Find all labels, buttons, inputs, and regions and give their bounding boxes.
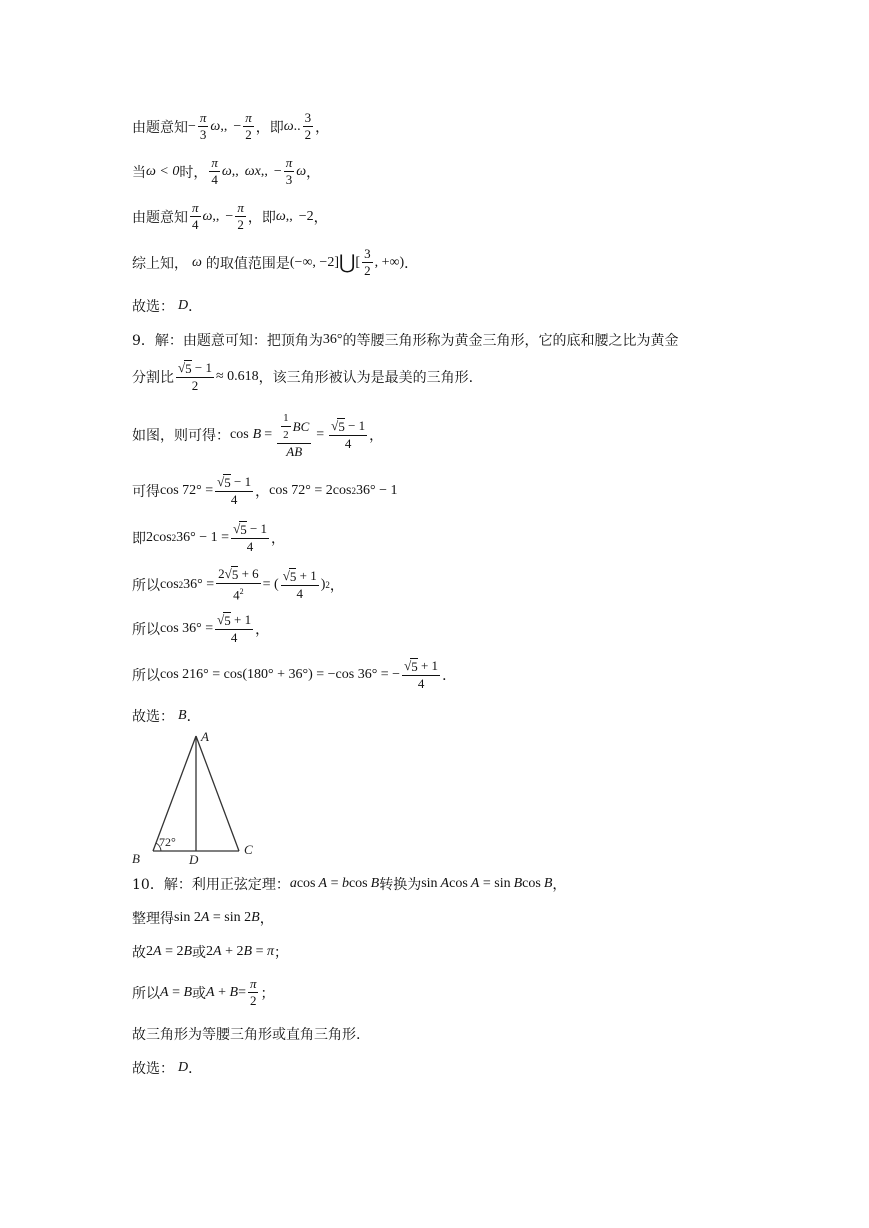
text: 所以	[132, 985, 160, 1002]
math: A	[206, 984, 215, 1000]
text: ，	[306, 164, 321, 181]
denominator: 2	[237, 217, 244, 232]
math: ω	[296, 163, 307, 179]
math: 36°	[322, 332, 343, 347]
numerator: π	[192, 200, 199, 215]
math: 36° − 1 =	[176, 530, 230, 545]
numerator: π	[285, 155, 293, 170]
text: ，	[552, 877, 567, 893]
math: π	[266, 944, 274, 959]
math: B	[543, 876, 553, 891]
fraction	[190, 200, 201, 233]
math: +	[214, 984, 230, 1000]
fraction	[362, 246, 373, 279]
fraction: 2 √ 5 + 6 $4^2$	[218, 566, 259, 603]
math: A	[470, 876, 480, 891]
radicand: 5	[240, 522, 247, 537]
math: a	[289, 876, 297, 891]
text: 故选：	[132, 299, 174, 315]
denominator: 2	[283, 429, 289, 441]
numerator-rest: + 1	[230, 612, 252, 627]
fraction: √ 5 − 1 4	[217, 474, 252, 507]
math: B	[252, 427, 262, 442]
math: cos 72° =	[160, 483, 214, 498]
fraction	[248, 976, 259, 1009]
answer-letter: B	[178, 708, 187, 723]
math: =	[479, 876, 495, 891]
radicand: 5	[185, 361, 192, 376]
answer-line-8	[132, 296, 202, 316]
math: 36° =	[183, 576, 215, 592]
text: ，	[255, 484, 270, 500]
text: 时，	[179, 164, 208, 181]
solution-line-1	[132, 110, 329, 143]
denominator: 2	[304, 127, 312, 142]
numerator: 3	[364, 246, 371, 261]
math: ,,	[231, 163, 239, 179]
text: 所以	[132, 668, 160, 684]
text: ，	[259, 911, 274, 927]
numerator: π	[237, 200, 244, 215]
text: ．	[186, 709, 201, 725]
math: B	[183, 984, 193, 1000]
math: , +∞)	[374, 254, 405, 270]
math: A	[318, 876, 328, 891]
math: cos	[522, 876, 541, 891]
label-c: C	[244, 842, 253, 857]
math: ≈ 0.618	[215, 369, 259, 384]
union-symbol: ⋃	[339, 252, 356, 274]
solution-line-sin2a	[132, 908, 274, 928]
text: ；	[273, 945, 288, 961]
denominator: 3	[199, 127, 207, 142]
fraction	[303, 110, 314, 143]
math: cos	[230, 427, 249, 442]
math: cos	[449, 876, 468, 891]
math: sin	[421, 876, 438, 891]
fraction: √ 5 − 1 2	[178, 360, 212, 393]
fraction	[235, 200, 246, 233]
text: ，	[329, 577, 344, 594]
math: ωx	[244, 163, 261, 179]
text: 所以	[132, 577, 160, 594]
superscript: 2	[325, 579, 330, 590]
text: 由题意知	[132, 209, 188, 226]
solution-line-2	[132, 155, 320, 188]
denominator: 4	[233, 587, 240, 603]
math: 2	[206, 944, 214, 959]
math: =	[327, 876, 342, 891]
solution-line-conclusion-math	[132, 976, 274, 1009]
solution-line-golden-ratio	[132, 360, 473, 394]
math: = sin 2	[209, 910, 252, 925]
math: + 2	[221, 944, 244, 959]
math: A	[200, 910, 210, 925]
solution-line-cosB	[132, 410, 383, 460]
math: cos	[348, 876, 368, 891]
radicand: 5	[224, 613, 231, 628]
text: 分割比	[132, 370, 174, 386]
numerator-rest: + 1	[417, 658, 439, 673]
text: ，该三角形被认为是最美的三角形.	[258, 370, 474, 386]
answer-letter: D	[178, 1060, 189, 1075]
math: ω	[202, 208, 213, 224]
math: sin 2	[174, 910, 201, 925]
math: B	[251, 910, 260, 925]
fraction: √ 5 + 1 4	[217, 612, 252, 645]
text: 故选：	[132, 1061, 174, 1077]
math: A	[213, 944, 222, 959]
superscript: 2	[178, 579, 184, 590]
denominator: 4	[246, 539, 254, 554]
numerator-rest: − 1	[344, 418, 366, 433]
radicand: 5	[411, 659, 418, 674]
text: ，即	[255, 119, 284, 136]
math: cos 72° = 2cos	[269, 483, 352, 498]
text: 所以	[132, 622, 160, 638]
math: (−∞, −2]	[289, 254, 339, 270]
coefficient: 2	[218, 566, 225, 581]
denominator: 4	[211, 172, 218, 187]
answer-line-9	[132, 706, 201, 726]
math: −	[233, 118, 242, 134]
denominator: 2	[245, 127, 252, 142]
math: A	[160, 984, 169, 1000]
math: ω	[210, 118, 221, 134]
answer-letter: D	[178, 298, 189, 313]
denominator: AB	[286, 444, 303, 459]
solution-line-cases	[132, 942, 288, 962]
math: =	[264, 427, 273, 442]
text: 的等腰三角形称为黄金三角形，它的底和腰之比为黄金	[342, 333, 679, 349]
numerator-rest: − 1	[246, 521, 268, 536]
text: 故三角形为等腰三角形或直角三角形.	[132, 1027, 361, 1043]
math: −	[225, 208, 234, 224]
text: 当	[132, 164, 146, 181]
text: 故	[132, 945, 146, 961]
math: cos	[160, 576, 179, 592]
fraction	[209, 155, 220, 188]
angle-label: 72°	[159, 835, 176, 849]
math: ω	[275, 208, 286, 224]
text: ，	[315, 119, 330, 136]
text: 9．解：由题意可知：把顶角为	[132, 333, 323, 349]
math: −	[273, 163, 282, 179]
text: ，	[369, 428, 384, 444]
text: 故选：	[132, 709, 174, 725]
text: ；	[260, 985, 275, 1002]
math: ω	[283, 118, 294, 134]
text: 综上知，	[132, 255, 188, 272]
text: ，	[255, 622, 270, 638]
answer-line-10	[132, 1058, 202, 1078]
numerator-rest: + 6	[238, 566, 259, 581]
text: ．	[404, 255, 419, 272]
math: A	[440, 876, 450, 891]
math: ω < 0	[146, 163, 180, 179]
math: cos 36° =	[160, 621, 214, 636]
denominator: 4	[417, 676, 425, 691]
math: sin	[494, 876, 511, 891]
denominator: 4	[230, 630, 238, 645]
text: ，	[313, 209, 328, 226]
fraction: √ 5 − 1 4	[233, 521, 268, 554]
math: B	[513, 876, 523, 891]
math: = 2	[161, 944, 184, 959]
solution-line-cos216	[132, 658, 456, 692]
text: 由题意知	[132, 119, 188, 136]
solution-line-cos72	[132, 474, 397, 508]
numerator-rest: − 1	[191, 360, 212, 375]
fraction	[277, 410, 311, 460]
radicand: 5	[231, 567, 239, 582]
denominator: 2	[249, 993, 257, 1008]
solution-line-4	[132, 246, 418, 279]
math: cos	[296, 876, 316, 891]
numerator: π	[211, 155, 218, 170]
math: =	[252, 944, 267, 959]
side-ac	[196, 736, 239, 851]
text: 如图，则可得：	[132, 428, 230, 444]
numerator-rest: + 1	[296, 567, 317, 583]
label-a: A	[201, 729, 209, 744]
label-b: B	[132, 851, 140, 866]
math: 36° − 1	[355, 483, 398, 498]
solution-line-cos36	[132, 612, 269, 646]
text: ．	[442, 668, 457, 684]
text: 转换为	[379, 877, 422, 893]
math: ω	[192, 254, 202, 270]
solution-line-2cos36	[132, 521, 285, 555]
math: ,,	[220, 118, 228, 134]
fraction	[198, 110, 209, 143]
math: =	[316, 427, 325, 442]
math: = (	[262, 576, 279, 592]
math: ,,	[260, 163, 268, 179]
math: BC	[292, 418, 310, 434]
math: B	[243, 944, 253, 959]
text: ．	[188, 299, 203, 315]
math: B	[183, 944, 193, 959]
math: =	[168, 984, 184, 1000]
radicand: 5	[338, 419, 345, 434]
label-d: D	[189, 852, 199, 866]
text: 的取值范围是	[205, 255, 290, 272]
fraction	[243, 110, 254, 143]
denominator: 4	[344, 436, 352, 451]
fraction	[284, 155, 295, 188]
math: cos 216° = cos(180° + 36°) = −cos 36° = −	[160, 667, 401, 682]
superscript: 2	[239, 587, 244, 596]
fraction: √ 5 + 1 4	[404, 658, 439, 691]
math: B	[229, 984, 239, 1000]
math: ,,	[285, 208, 293, 224]
superscript: 2	[351, 486, 356, 496]
text: ，	[271, 531, 286, 547]
problem-10-intro	[132, 874, 566, 894]
superscript: 2	[171, 533, 177, 543]
denominator: 2	[364, 263, 371, 278]
math: 2	[146, 944, 153, 959]
numerator-rest: − 1	[230, 474, 252, 489]
numerator: 3	[304, 110, 312, 125]
math: ω	[221, 163, 232, 179]
side-ab	[153, 736, 196, 851]
numerator: π	[249, 976, 257, 991]
text: 即	[132, 531, 146, 547]
radicand: 5	[289, 568, 297, 584]
denominator: 4	[296, 585, 303, 601]
numerator: 1	[281, 410, 291, 427]
text: ，即	[247, 209, 276, 226]
math: B	[370, 876, 380, 891]
numerator: π	[199, 110, 207, 125]
math: A	[153, 944, 162, 959]
math: =	[238, 984, 246, 1000]
text: 或	[192, 985, 207, 1002]
denominator: 4	[192, 217, 199, 232]
text: 整理得	[132, 911, 174, 927]
numerator: π	[245, 110, 252, 125]
golden-triangle-figure	[125, 726, 265, 866]
math: −2	[298, 208, 314, 224]
math: b	[341, 876, 349, 891]
math: )	[320, 576, 326, 592]
math: 2cos	[146, 530, 172, 545]
denominator: 4	[230, 492, 238, 507]
problem-9-intro	[132, 330, 679, 350]
text: 10．解：利用正弦定理：	[132, 877, 290, 893]
solution-line-triangle-type	[132, 1024, 360, 1044]
denominator: 3	[285, 172, 293, 187]
solution-line-3	[132, 200, 328, 233]
text: ．	[188, 1061, 203, 1077]
denominator: 2	[191, 378, 199, 393]
math: ,,	[212, 208, 220, 224]
radicand: 5	[224, 475, 231, 490]
math: [	[355, 254, 361, 270]
math: −	[188, 118, 196, 134]
math: ..	[293, 118, 301, 134]
fraction: √ 5 − 1 4	[331, 418, 366, 451]
text: 可得	[132, 484, 160, 500]
text: 或	[192, 945, 207, 961]
fraction: √ 5 + 1 4	[282, 567, 317, 601]
solution-line-cos2-36	[132, 566, 344, 603]
